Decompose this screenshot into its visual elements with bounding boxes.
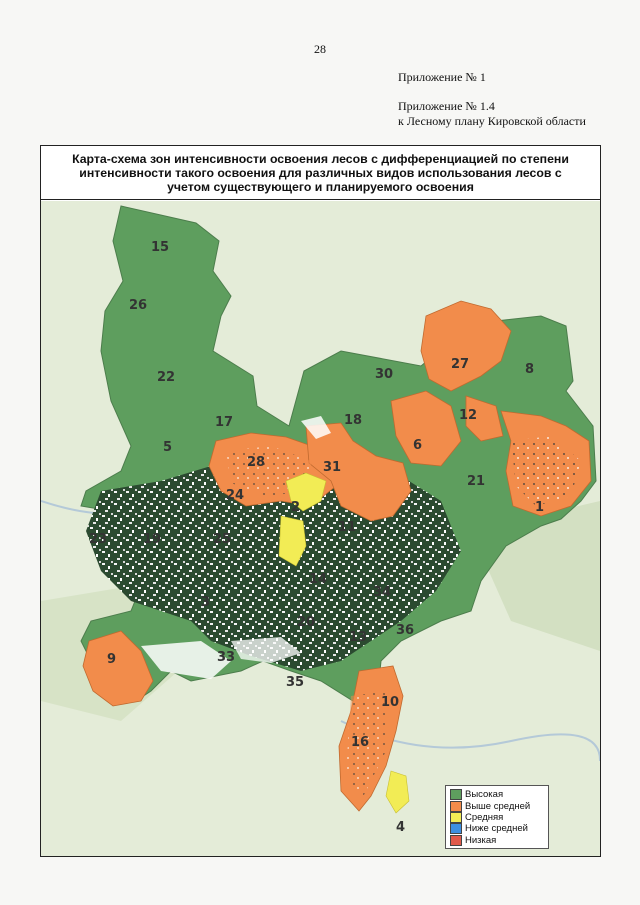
region-label: 35 (286, 675, 305, 690)
region-label: 33 (217, 650, 236, 665)
region-label: 19 (143, 532, 162, 547)
legend-label: Ниже средней (465, 823, 528, 835)
legend-item (450, 823, 544, 834)
region-label: 21 (467, 474, 486, 489)
zone-map (41, 201, 600, 856)
map-title: Карта-схема зон интенсивности освоения лесов с дифференциацией по степени интенсивности такого освоения для различных видов использования лесов с учетом существующего и планируемого освоения (41, 146, 600, 200)
region-label: 15 (151, 240, 170, 255)
region-label: 4 (396, 820, 406, 835)
map-legend (445, 785, 549, 849)
region-label: 2 (291, 500, 301, 515)
region-label: 28 (247, 455, 266, 470)
page-number: 28 (314, 42, 326, 56)
region-label: 31 (323, 460, 342, 475)
legend-item (450, 800, 544, 811)
map-frame (40, 145, 601, 857)
annex-reference (398, 99, 586, 129)
legend-label: Высокая (465, 789, 504, 801)
legend-item (450, 789, 544, 800)
region-label: 9 (107, 652, 117, 667)
region-label: 13 (349, 630, 368, 645)
region-label: 11 (338, 520, 357, 535)
region-label: 8 (525, 362, 535, 377)
annex-reference-plan: к Лесному плану Кировской области (398, 114, 586, 128)
region-label: 36 (396, 623, 415, 638)
legend-swatch (450, 789, 462, 800)
region-label: 34 (373, 585, 392, 600)
legend-item (450, 835, 544, 846)
legend-swatch (450, 801, 462, 812)
legend-label: Выше средней (465, 800, 531, 812)
region-label: 16 (351, 735, 370, 750)
region-label: 5 (163, 440, 173, 455)
region-label: 20 (297, 615, 316, 630)
region-label: 23 (89, 532, 108, 547)
region-label: 3 (201, 595, 211, 610)
region-label: 27 (451, 357, 470, 372)
legend-label: Низкая (465, 834, 497, 846)
legend-item (450, 812, 544, 823)
region-label: 18 (344, 413, 363, 428)
legend-swatch (450, 823, 462, 834)
region-label: 17 (215, 415, 234, 430)
annex-label: Приложение № 1 (398, 70, 486, 84)
legend-label: Средняя (465, 811, 504, 823)
annex-reference-number: Приложение № 1.4 (398, 99, 495, 113)
legend-swatch (450, 835, 462, 846)
region-label: 26 (129, 298, 148, 313)
region-label: 14 (309, 572, 328, 587)
region-label: 6 (413, 438, 423, 453)
legend-swatch (450, 812, 462, 823)
region-label: 10 (381, 695, 400, 710)
region-label: 25 (213, 532, 232, 547)
region-label: 12 (459, 408, 478, 423)
region-label: 22 (157, 370, 176, 385)
map-area (41, 201, 600, 856)
region-label: 1 (535, 500, 545, 515)
region-label: 30 (375, 367, 394, 382)
region-label: 24 (226, 488, 245, 503)
